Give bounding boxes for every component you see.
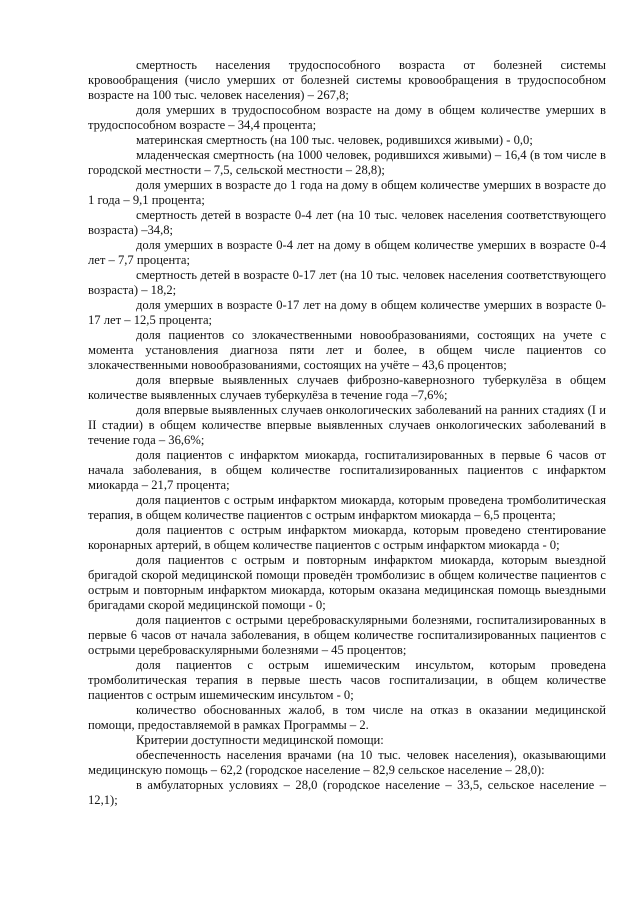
paragraph-outpatient: в амбулаторных условиях – 28,0 (городское население – 33,5, сельское население – 12,1); [88,778,606,807]
paragraph-cancer-5-year: доля пациентов со злокачественными новообразованиями, состоящих на учете с момента установления диагноза пяти лет и более, в общем числе пациентов со злокачественными новообразованиями, состоящих на учёте – 43,6 процентов; [88,328,606,372]
paragraph-maternal-mortality: материнская смертность (на 100 тыс. человек, родившихся живыми) - 0,0; [136,133,533,147]
paragraph-complaints: количество обоснованных жалоб, в том числе на отказ в оказании медицинской помощи, предоставляемой в рамках Программы – 2. [88,703,606,732]
paragraph-mi-ambulance-thrombolysis: доля пациентов с острым и повторным инфарктом миокарда, которым выездной бригадой скорой медицинской помощи проведён тромболизис в общем количестве пациентов с острым и повторным инфарктом миокарда, которым оказана медицинская помощь выездными бригадами скорой медицинской помощи - 0; [88,553,606,612]
paragraph-home-deaths-working-age: доля умерших в трудоспособном возрасте на дому в общем количестве умерших в трудоспособном возрасте – 34,4 процента; [88,103,606,132]
paragraph-home-deaths-under-1: доля умерших в возрасте до 1 года на дому в общем количестве умерших в возрасте до 1 года – 9,1 процента; [88,178,606,207]
paragraph-tuberculosis: доля впервые выявленных случаев фиброзно-кавернозного туберкулёза в общем количестве выявленных случаев туберкулёза в течение года –7,6%; [88,373,606,402]
paragraph-cvd-mortality-working-age: смертность населения трудоспособного возраста от болезней системы кровообращения (число умерших от болезней системы кровообращения в трудоспособном возрасте на 100 тыс. человек населения) – 267,8; [88,58,606,102]
paragraph-mi-hospitalized-6h: доля пациентов с инфарктом миокарда, госпитализированных в первые 6 часов от начала заболевания, в общем количестве госпитализированных пациентов с инфарктом миокарда – 21,7 процента; [88,448,606,492]
paragraph-child-mortality-0-4: смертность детей в возрасте 0-4 лет (на 10 тыс. человек населения соответствующего возраста) –34,8; [88,208,606,237]
paragraph-infant-mortality: младенческая смертность (на 1000 человек, родившихся живыми) – 16,4 (в том числе в городской местности – 7,5, сельской местности – 28,8); [88,148,606,177]
paragraph-child-mortality-0-17: смертность детей в возрасте 0-17 лет (на 10 тыс. человек населения соответствующего возраста) – 18,2; [88,268,606,297]
document-page [88,58,606,808]
paragraph-mi-stenting: доля пациентов с острым инфарктом миокарда, которым проведено стентирование коронарных артерий, в общем количестве пациентов с острым инфарктом миокарда - 0; [88,523,606,552]
section-heading-accessibility: Критерии доступности медицинской помощи: [136,733,384,747]
paragraph-home-deaths-0-4: доля умерших в возрасте 0-4 лет на дому в общем количестве умерших в возрасте 0-4 лет – 7,7 процента; [88,238,606,267]
paragraph-home-deaths-0-17: доля умерших в возрасте 0-17 лет на дому в общем количестве умерших в возрасте 0-17 лет – 12,5 процента; [88,298,606,327]
paragraph-stroke-thrombolysis: доля пациентов с острым ишемическим инсультом, которым проведена тромболитическая терапия в первые шесть часов госпитализации, в общем количестве пациентов с острым ишемическим инсультом - 0; [88,658,606,702]
paragraph-cerebrovascular-6h: доля пациентов с острыми цереброваскулярными болезнями, госпитализированных в первые 6 часов от начала заболевания, в общем количестве госпитализированных пациентов с острыми цереброваскулярными болезнями – 45 процентов; [88,613,606,657]
paragraph-doctor-supply: обеспеченность населения врачами (на 10 тыс. человек населения), оказывающими медицинскую помощь – 62,2 (городское население – 82,9 сельское население – 28,0): [88,748,606,777]
paragraph-mi-thrombolysis: доля пациентов с острым инфарктом миокарда, которым проведена тромболитическая терапия, в общем количестве пациентов с острым инфарктом миокарда – 6,5 процента; [88,493,606,522]
paragraph-early-stage-cancer: доля впервые выявленных случаев онкологических заболеваний на ранних стадиях (I и II стадии) в общем количестве впервые выявленных случаев онкологических заболеваний в течение года – 36,6%; [88,403,606,447]
